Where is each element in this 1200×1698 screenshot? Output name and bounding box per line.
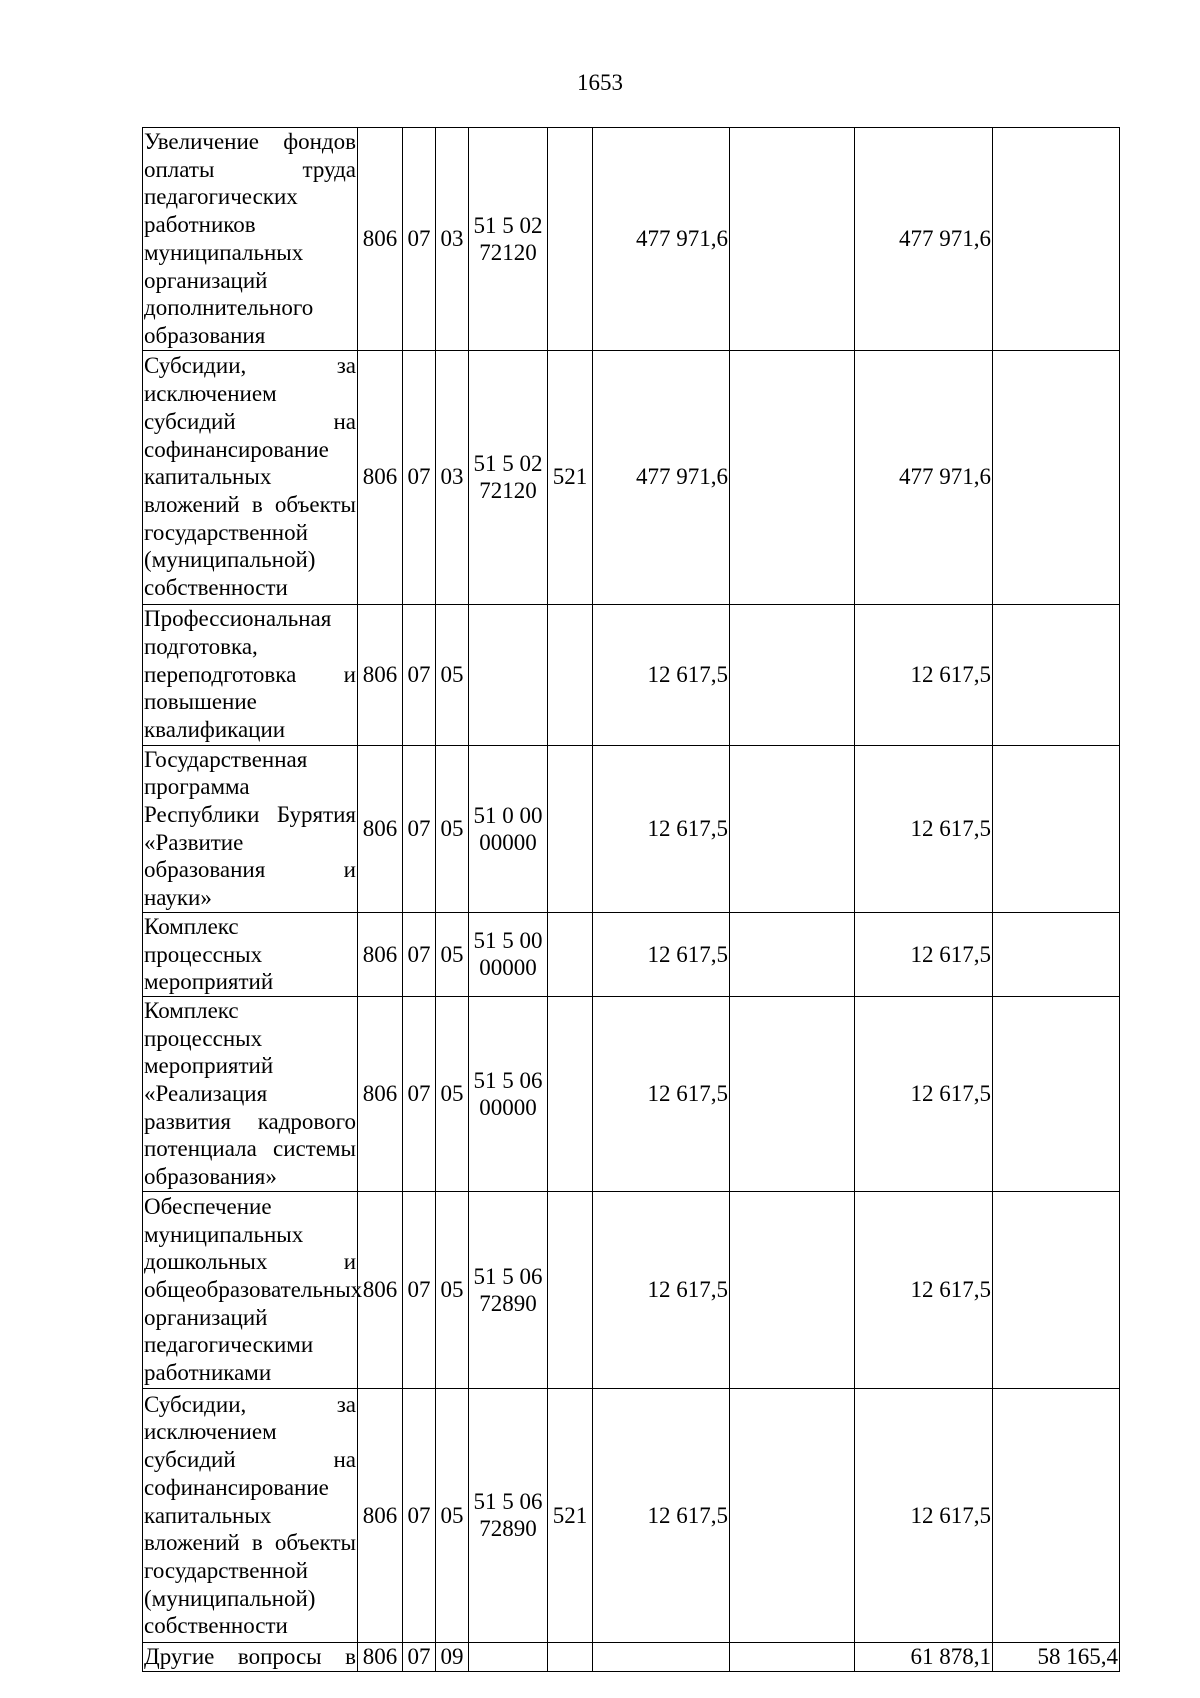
target-article-part1: 51 5 00 <box>473 928 543 954</box>
subsection-code: 03 <box>436 350 469 604</box>
target-article-part2: 00000 <box>479 955 537 981</box>
expense-type-code <box>548 745 593 912</box>
table-row <box>143 1642 1120 1671</box>
amount-2 <box>730 350 855 604</box>
amount-2 <box>730 604 855 745</box>
amount-4 <box>993 1191 1120 1388</box>
expense-type-code <box>548 1191 593 1388</box>
budget-table <box>142 127 1120 1672</box>
amount-3: 477 971,6 <box>855 128 993 351</box>
expense-type-code: 521 <box>548 1388 593 1642</box>
amount-1: 12 617,5 <box>593 604 730 745</box>
ved-code: 806 <box>358 1388 403 1642</box>
amount-1: 12 617,5 <box>593 1388 730 1642</box>
amount-3: 12 617,5 <box>855 1388 993 1642</box>
row-name: Комплекс процессных мероприятий <box>143 912 358 996</box>
target-article-part1: 51 5 02 <box>473 212 543 238</box>
expense-type-code: 521 <box>548 350 593 604</box>
amount-3: 12 617,5 <box>855 912 993 996</box>
amount-3: 61 878,1 <box>855 1642 993 1671</box>
table-body <box>143 128 1120 1672</box>
amount-2 <box>730 1642 855 1671</box>
amount-2 <box>730 1388 855 1642</box>
amount-3: 12 617,5 <box>855 745 993 912</box>
target-article-part2: 00000 <box>479 1094 537 1120</box>
target-article-part2: 72120 <box>479 239 537 265</box>
amount-3: 12 617,5 <box>855 1191 993 1388</box>
target-article-code <box>469 996 548 1191</box>
section-code: 07 <box>403 912 436 996</box>
amount-2 <box>730 996 855 1191</box>
ved-code: 806 <box>358 1642 403 1671</box>
ved-code: 806 <box>358 996 403 1191</box>
target-article-part1: 51 5 06 <box>473 1489 543 1515</box>
ved-code: 806 <box>358 128 403 351</box>
row-name: Субсидии, за исключением субсидий на софинансирование капитальных вложений в объекты государственной (муниципальной) собственности <box>143 350 358 604</box>
target-article-part2: 72120 <box>479 478 537 504</box>
subsection-code: 05 <box>436 1191 469 1388</box>
row-name: Комплекс процессных мероприятий «Реализация развития кадрового потенциала системы образования» <box>143 996 358 1191</box>
table-row <box>143 745 1120 912</box>
amount-1: 12 617,5 <box>593 1191 730 1388</box>
ved-code: 806 <box>358 1191 403 1388</box>
subsection-code: 09 <box>436 1642 469 1671</box>
target-article-code <box>469 350 548 604</box>
amount-4 <box>993 1388 1120 1642</box>
amount-2 <box>730 1191 855 1388</box>
amount-4 <box>993 996 1120 1191</box>
table-row <box>143 912 1120 996</box>
table-row <box>143 128 1120 351</box>
subsection-code: 05 <box>436 912 469 996</box>
target-article-part1: 51 5 02 <box>473 451 543 477</box>
amount-4 <box>993 128 1120 351</box>
amount-3: 477 971,6 <box>855 350 993 604</box>
ved-code: 806 <box>358 350 403 604</box>
target-article-code <box>469 128 548 351</box>
target-article-part1: 51 0 00 <box>473 802 543 828</box>
ved-code: 806 <box>358 745 403 912</box>
amount-2 <box>730 745 855 912</box>
amount-1: 477 971,6 <box>593 128 730 351</box>
row-name: Обеспечение муниципальных дошкольных и общеобразовательных организаций педагогическими работниками <box>143 1191 358 1388</box>
amount-1 <box>593 1642 730 1671</box>
table-row <box>143 1191 1120 1388</box>
amount-3: 12 617,5 <box>855 996 993 1191</box>
row-name: Увеличение фондов оплаты труда педагогических работников муниципальных организаций дополнительного образования <box>143 128 358 351</box>
subsection-code: 05 <box>436 996 469 1191</box>
section-code: 07 <box>403 1388 436 1642</box>
table-row <box>143 604 1120 745</box>
amount-1: 12 617,5 <box>593 912 730 996</box>
ved-code: 806 <box>358 604 403 745</box>
page-number: 1653 <box>577 70 623 95</box>
expense-type-code <box>548 604 593 745</box>
target-article-code <box>469 1642 548 1671</box>
subsection-code: 05 <box>436 604 469 745</box>
subsection-code: 05 <box>436 745 469 912</box>
amount-1: 12 617,5 <box>593 745 730 912</box>
amount-4 <box>993 912 1120 996</box>
table-row <box>143 1388 1120 1642</box>
section-code: 07 <box>403 350 436 604</box>
amount-1: 477 971,6 <box>593 350 730 604</box>
expense-type-code <box>548 128 593 351</box>
target-article-part1: 51 5 06 <box>473 1263 543 1289</box>
subsection-code: 05 <box>436 1388 469 1642</box>
target-article-part2: 72890 <box>479 1290 537 1316</box>
expense-type-code <box>548 1642 593 1671</box>
target-article-code <box>469 1191 548 1388</box>
amount-4 <box>993 350 1120 604</box>
amount-4: 58 165,4 <box>993 1642 1120 1671</box>
target-article-code <box>469 745 548 912</box>
amount-1: 12 617,5 <box>593 996 730 1191</box>
section-code: 07 <box>403 128 436 351</box>
subsection-code: 03 <box>436 128 469 351</box>
target-article-code <box>469 1388 548 1642</box>
section-code: 07 <box>403 604 436 745</box>
table-row <box>143 350 1120 604</box>
target-article-part1: 51 5 06 <box>473 1067 543 1093</box>
expense-type-code <box>548 996 593 1191</box>
section-code: 07 <box>403 996 436 1191</box>
row-name: Другие вопросы в <box>143 1642 358 1671</box>
amount-2 <box>730 128 855 351</box>
ved-code: 806 <box>358 912 403 996</box>
amount-3: 12 617,5 <box>855 604 993 745</box>
target-article-code <box>469 912 548 996</box>
target-article-code <box>469 604 548 745</box>
amount-4 <box>993 745 1120 912</box>
amount-4 <box>993 604 1120 745</box>
row-name: Государственная программа Республики Бурятия «Развитие образования и науки» <box>143 745 358 912</box>
target-article-part2: 72890 <box>479 1516 537 1542</box>
amount-2 <box>730 912 855 996</box>
target-article-part2: 00000 <box>479 829 537 855</box>
section-code: 07 <box>403 745 436 912</box>
section-code: 07 <box>403 1191 436 1388</box>
table-row <box>143 996 1120 1191</box>
section-code: 07 <box>403 1642 436 1671</box>
expense-type-code <box>548 912 593 996</box>
row-name: Субсидии, за исключением субсидий на софинансирование капитальных вложений в объекты государственной (муниципальной) собственности <box>143 1388 358 1642</box>
row-name: Профессиональная подготовка, переподготовка и повышение квалификации <box>143 604 358 745</box>
